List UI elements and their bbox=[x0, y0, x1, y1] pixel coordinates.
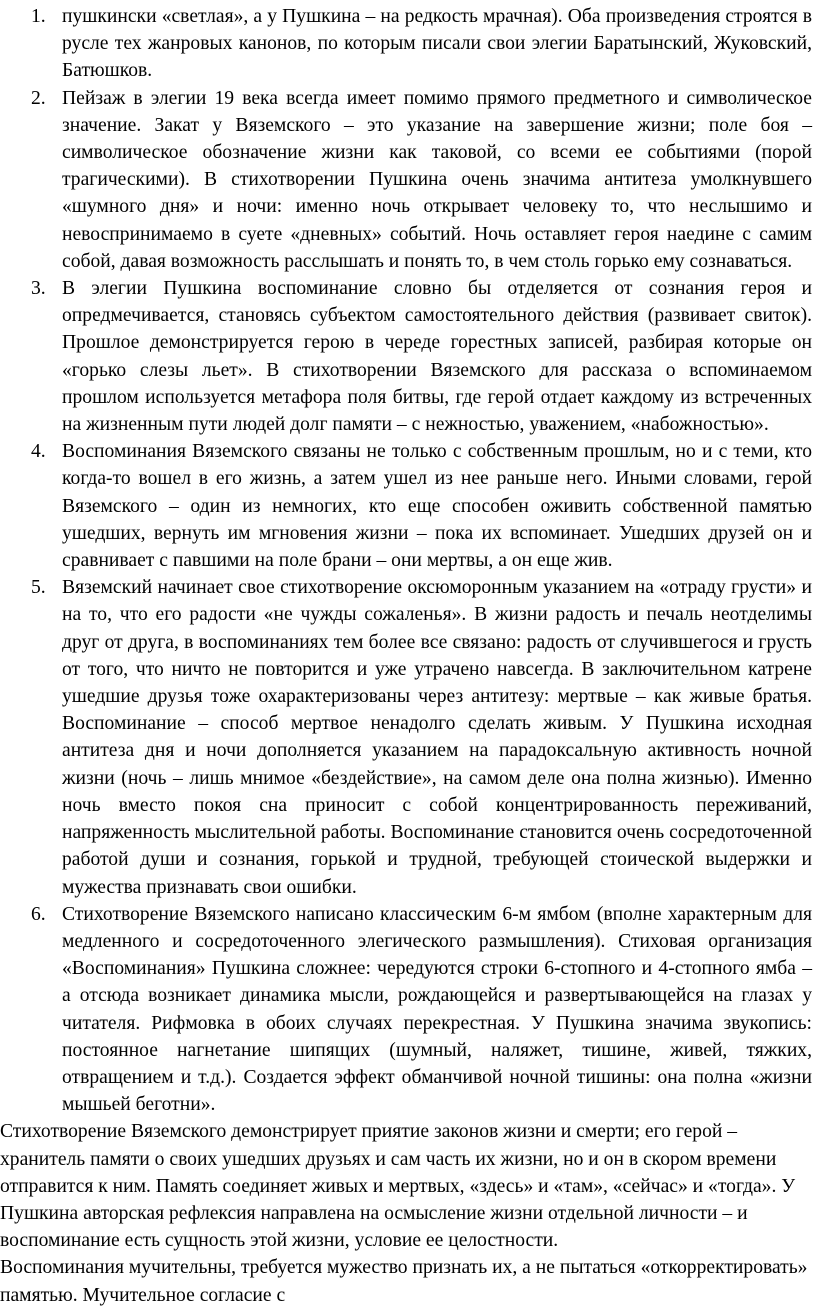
list-item-number: 6. bbox=[31, 903, 46, 925]
list-item bbox=[31, 275, 812, 438]
list-item bbox=[31, 901, 812, 1119]
body-paragraph: Стихотворение Вяземского демонстрирует приятие законов жизни и смерти; его герой – хранитель памяти о своих ушедших друзьях и сам часть их жизни, но и он в скором времени отправится к ним. Память соединяет живых и мертвых, «здесь» и «там», «сейчас» и «тогда». У Пушкина авторская рефлексия направлена на осмысление жизни отдельной личности – и воспоминание есть сущность этой жизни, условие ее целостности. bbox=[0, 1121, 796, 1252]
list-item-text: В элегии Пушкина воспоминание словно бы отделяется от сознания героя и опредмечивается, становясь субъектом самостоятельного действия (развивает свиток). Прошлое демонстрируется герою в череде горестных записей, разбирая которые он «горько слезы льет». В стихотворении Вяземского для рассказа о вспоминаемом прошлом используется метафора поля битвы, где герой отдает каждому из встреченных на жизненным пути людей долг памяти – с нежностью, уважением, «набожностью». bbox=[62, 278, 812, 436]
list-item-text: Пейзаж в элегии 19 века всегда имеет помимо прямого предметного и символическое значение. Закат у Вяземского – это указание на завершение жизни; поле боя – символическое обозначение жизни как таковой, со всеми ее событиями (порой трагическими). В стихотворении Пушкина очень значима антитеза умолкнувшего «шумного дня» и ночи: именно ночь открывает человеку то, что неслышимо и невоспринимаемо в суете «дневных» событий. Ночь оставляет героя наедине с самим собой, давая возможность расслышать и понять то, в чем столь горько ему сознаваться. bbox=[62, 87, 812, 272]
list-item-number: 5. bbox=[31, 577, 46, 599]
list-item bbox=[31, 438, 812, 574]
list-item-number: 2. bbox=[31, 87, 46, 109]
list-item-text: Воспоминания Вяземского связаны не только с собственным прошлым, но и с теми, кто когда-то вошел в его жизнь, а затем ушел из нее раньше него. Иными словами, герой Вяземского – один из немногих, кто еще способен оживить собственной памятью ушедших, вернуть им мгновения жизни – пока их вспоминает. Ушедших друзей он и сравнивает с павшими на поле брани – они мертвы, а он еще жив. bbox=[62, 441, 812, 572]
list-item-text: Стихотворение Вяземского написано классическим 6-м ямбом (вполне характерным для медленного и сосредоточенного элегического размышления). Стиховая организация «Воспоминания» Пушкина сложнее: чередуются строки 6-стопного и 4-стопного ямба – а отсюда возникает динамика мысли, рождающейся и развертывающейся на глазах у читателя. Рифмовка в обоих случаях перекрестная. У Пушкина значима звукопись: постоянное нагнетание шипящих (шумный, наляжет, тишине, живей, тяжких, отвращением и т.д.). Создается эффект обманчивой ночной тишины: она полна «жизни мышьей беготни». bbox=[62, 903, 812, 1116]
list-item bbox=[31, 574, 812, 900]
list-item bbox=[31, 85, 812, 275]
list-item-text: Вяземский начинает свое стихотворение оксюморонным указанием на «отраду грусти» и на то, что его радости «не чужды сожаленья». В жизни радость и печаль неотделимы друг от друга, в воспоминаниях тем более все связано: радость от случившегося и грусть от того, что ничто не повторится и уже утрачено навсегда. В заключительном катрене ушедшие друзья тоже охарактеризованы через антитезу: мертвые – как живые братья. Воспоминание – способ мертвое ненадолго сделать живым. У Пушкина исходная антитеза дня и ночи дополняется указанием на парадоксальную активность ночной жизни (ночь – лишь мнимое «бездействие», на самом деле она полна жизнью). Именно ночь вместо покоя сна приносит с собой концентрированность переживаний, напряженность мыслительной работы. Воспоминание становится очень сосредоточенной работой души и сознания, горькой и трудной, требующей стоической выдержки и мужества признавать свои ошибки. bbox=[62, 577, 812, 898]
list-item-number: 4. bbox=[31, 441, 46, 463]
list-item-number: 1. bbox=[31, 6, 46, 27]
list-item-number: 3. bbox=[31, 278, 46, 300]
list-item-text: пушкински «светлая», а у Пушкина – на редкость мрачная). Оба произведения строятся в русле тех жанровых канонов, по которым писали свои элегии Баратынский, Жуковский, Батюшков. bbox=[62, 6, 812, 82]
list-item bbox=[31, 3, 812, 85]
body-paragraph: Воспоминания мучительны, требуется мужество признать их, а не пытаться «откорректировать» памятью. Мучительное согласие с bbox=[0, 1257, 808, 1306]
numbered-list bbox=[0, 3, 816, 1118]
